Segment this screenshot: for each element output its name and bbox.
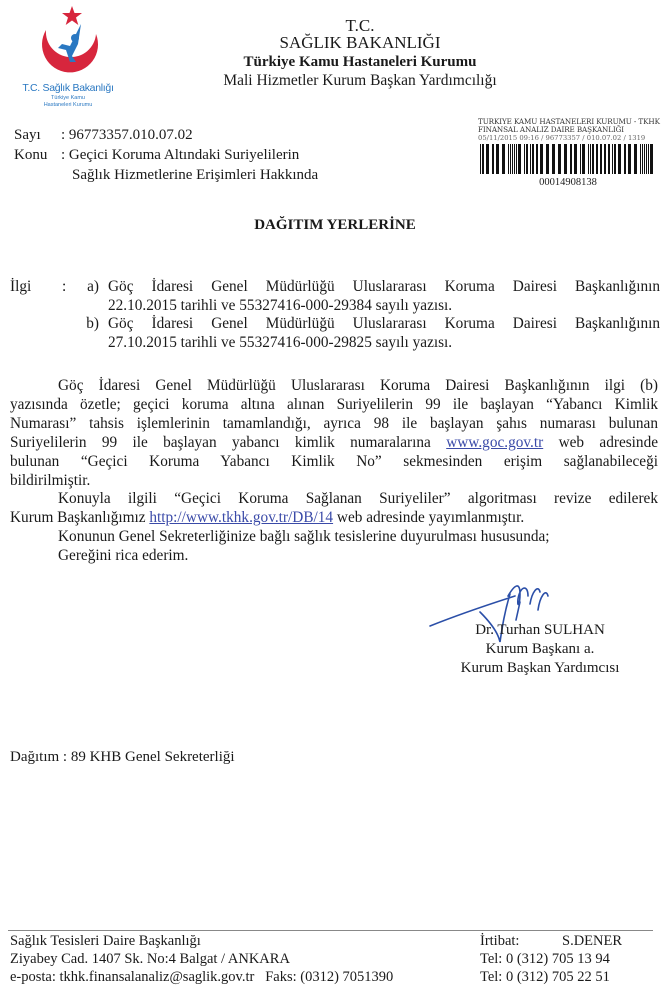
barcode-bar <box>514 144 515 174</box>
footer-email-fax: e-posta: tkhk.finansalanaliz@saglik.gov.tr Faks: (0312) 7051390 <box>10 969 394 985</box>
barcode-bar <box>634 144 637 174</box>
barcode-bar <box>614 144 616 174</box>
barcode-bar <box>580 144 581 174</box>
logo-subtitle-line2: Hastaneleri Kurumu <box>43 102 93 108</box>
konu-value-line1: : Geçici Koruma Altındaki Suriyelilerin <box>61 147 300 163</box>
body-line <box>10 434 658 453</box>
barcode-bar <box>648 144 649 174</box>
barcode-number: 00014908138 <box>539 177 597 188</box>
barcode-bar <box>628 144 631 174</box>
barcode-bar <box>650 144 653 174</box>
crescent-star-icon <box>18 4 118 82</box>
footer-tel1: Tel: 0 (312) 705 13 94 <box>480 951 610 967</box>
body-line: Konunun Genel Sekreterliğinize bağlı sağlık tesislerine duyurulması hususunda; <box>58 528 550 546</box>
body-text: Suriyelilerin 99 ile başlayan yabancı kimlik numaralarına <box>10 433 431 451</box>
reference-mark: b) <box>86 315 99 332</box>
footer-department: Sağlık Tesisleri Daire Başkanlığı <box>10 933 201 949</box>
footer-divider <box>8 930 653 931</box>
barcode-bar <box>482 144 484 174</box>
barcode-bar <box>516 144 517 174</box>
sayi-label: Sayı <box>14 127 41 143</box>
reference-line: Göç İdaresi Genel Müdürlüğü Uluslararası Koruma Dairesi Başkanlığının <box>108 278 660 295</box>
body-line <box>10 509 658 528</box>
barcode-bar <box>518 144 521 174</box>
ilgi-label: İlgi <box>10 278 32 295</box>
body-line: Numarası” tahsis işlemlerinin tamamlandığı, ayrıca 98 ile başlayan şahıs numarası bulunan <box>10 414 658 432</box>
header-department: Mali Hizmetler Kurum Başkan Yardımcılığı <box>223 72 497 89</box>
barcode-bar <box>546 144 549 174</box>
tkhk-website-link[interactable]: http://www.tkhk.gov.tr/DB/14 <box>149 509 334 527</box>
body-text: web adresinde <box>558 433 659 451</box>
ilgi-colon: : <box>62 278 67 295</box>
contact-label: İrtibat: <box>480 933 520 949</box>
reference-line: 27.10.2015 tarihli ve 55327416-000-29825 sayılı yazısı. <box>108 333 453 351</box>
barcode-bar <box>644 144 645 174</box>
header-ministry: SAĞLIK BAKANLIĞI <box>279 33 441 52</box>
barcode-bar <box>540 144 543 174</box>
barcode-bar <box>646 144 647 174</box>
ministry-logo <box>18 4 118 108</box>
barcode-bar <box>624 144 626 174</box>
header-tc: T.C. <box>345 16 375 35</box>
barcode-bar <box>640 144 641 174</box>
distribution-title: DAĞITIM YERLERİNE <box>254 217 416 233</box>
barcode-bar <box>582 144 585 174</box>
barcode-bar <box>564 144 567 174</box>
barcode-bar <box>552 144 555 174</box>
barcode-bar <box>508 144 509 174</box>
sayi-value: : 96773357.010.07.02 <box>61 127 193 143</box>
letter-body <box>10 377 658 566</box>
signatory-name: Dr. Turhan SULHAN <box>475 622 605 638</box>
logo-subtitle <box>18 95 118 109</box>
barcode-bar <box>612 144 613 174</box>
registry-stamp <box>478 118 670 188</box>
barcode-bar <box>570 144 572 174</box>
barcode-bar <box>492 144 494 174</box>
barcode-bar <box>588 144 589 174</box>
stamp-line1: TURKIYE KAMU HASTANELERI KURUMU - TKHK <box>478 117 660 126</box>
barcode-bar <box>558 144 561 174</box>
document-number <box>14 127 193 144</box>
logo-subtitle-line1: Türkiye Kamu <box>51 95 85 101</box>
barcode-bar <box>496 144 499 174</box>
footer-contact <box>480 933 652 950</box>
barcode-bar <box>600 144 602 174</box>
konu-label: Konu <box>14 147 48 163</box>
barcode-bar <box>642 144 643 174</box>
barcode-bar <box>526 144 528 174</box>
konu-value-line2: Sağlık Hizmetlerine Erişimleri Hakkında <box>72 167 319 183</box>
barcode-bar <box>530 144 531 174</box>
barcode-bar <box>524 144 525 174</box>
contact-name: S.DENER <box>562 933 623 949</box>
reference-line: 22.10.2015 tarihli ve 55327416-000-29384 sayılı yazısı. <box>108 296 453 314</box>
body-line: Konuyla ilgili “Geçici Koruma Sağlanan Suriyeliler” algoritması revize edilerek <box>58 490 658 508</box>
footer-tel2: Tel: 0 (312) 705 22 51 <box>480 969 610 985</box>
barcode-bar <box>510 144 511 174</box>
body-line: yazısında özetle; geçici koruma altına alınan Suriyelilerin 99 ile başlayan “Yabancı Kimlik <box>10 395 658 413</box>
body-line: Göç İdaresi Genel Müdürlüğü Uluslararası Koruma Dairesi Başkanlığının ilgi (b) <box>58 377 658 394</box>
distribution-list: Dağıtım : 89 KHB Genel Sekreterliği <box>10 749 235 765</box>
barcode-bar <box>608 144 610 174</box>
signatory-title2: Kurum Başkan Yardımcısı <box>460 660 620 676</box>
body-line: bulunan “Geçici Koruma Yabancı Kimlik No” sekmesinden erişim sağlanabileceği <box>10 452 658 470</box>
logo-title: T.C. Sağlık Bakanlığı <box>22 82 114 94</box>
reference-mark: a) <box>87 278 99 295</box>
barcode <box>478 144 658 174</box>
document-subject <box>14 147 299 164</box>
barcode-bar <box>618 144 621 174</box>
header-institution: Türkiye Kamu Hastaneleri Kurumu <box>243 54 477 70</box>
stamp-line3: 05/11/2015 09:16 / 96773357 / 010.07.02 / 1319 <box>478 134 646 142</box>
barcode-bar <box>486 144 489 174</box>
body-line: Gereğini rica ederim. <box>58 547 189 565</box>
body-line: bildirilmiştir. <box>10 471 91 489</box>
barcode-bar <box>592 144 594 174</box>
footer-address: Ziyabey Cad. 1407 Sk. No:4 Balgat / ANKARA <box>10 951 290 967</box>
barcode-bar <box>536 144 538 174</box>
barcode-bar <box>574 144 577 174</box>
barcode-bar <box>590 144 591 174</box>
barcode-bar <box>480 144 481 174</box>
barcode-bar <box>512 144 513 174</box>
barcode-bar <box>596 144 598 174</box>
signatory-title: Kurum Başkanı a. <box>485 641 595 657</box>
reference-line: Göç İdaresi Genel Müdürlüğü Uluslararası Koruma Dairesi Başkanlığının <box>108 315 660 332</box>
barcode-bar <box>532 144 534 174</box>
barcode-bar <box>604 144 606 174</box>
stamp-line2: FINANSAL ANALIZ DAIRE BAŞKANLIĞI <box>478 125 625 134</box>
body-text: Kurum Başkanlığımız <box>10 509 146 527</box>
body-text: web adresinde yayımlanmıştır. <box>336 509 525 527</box>
barcode-bar <box>502 144 505 174</box>
goc-website-link[interactable]: www.goc.gov.tr <box>446 433 544 451</box>
